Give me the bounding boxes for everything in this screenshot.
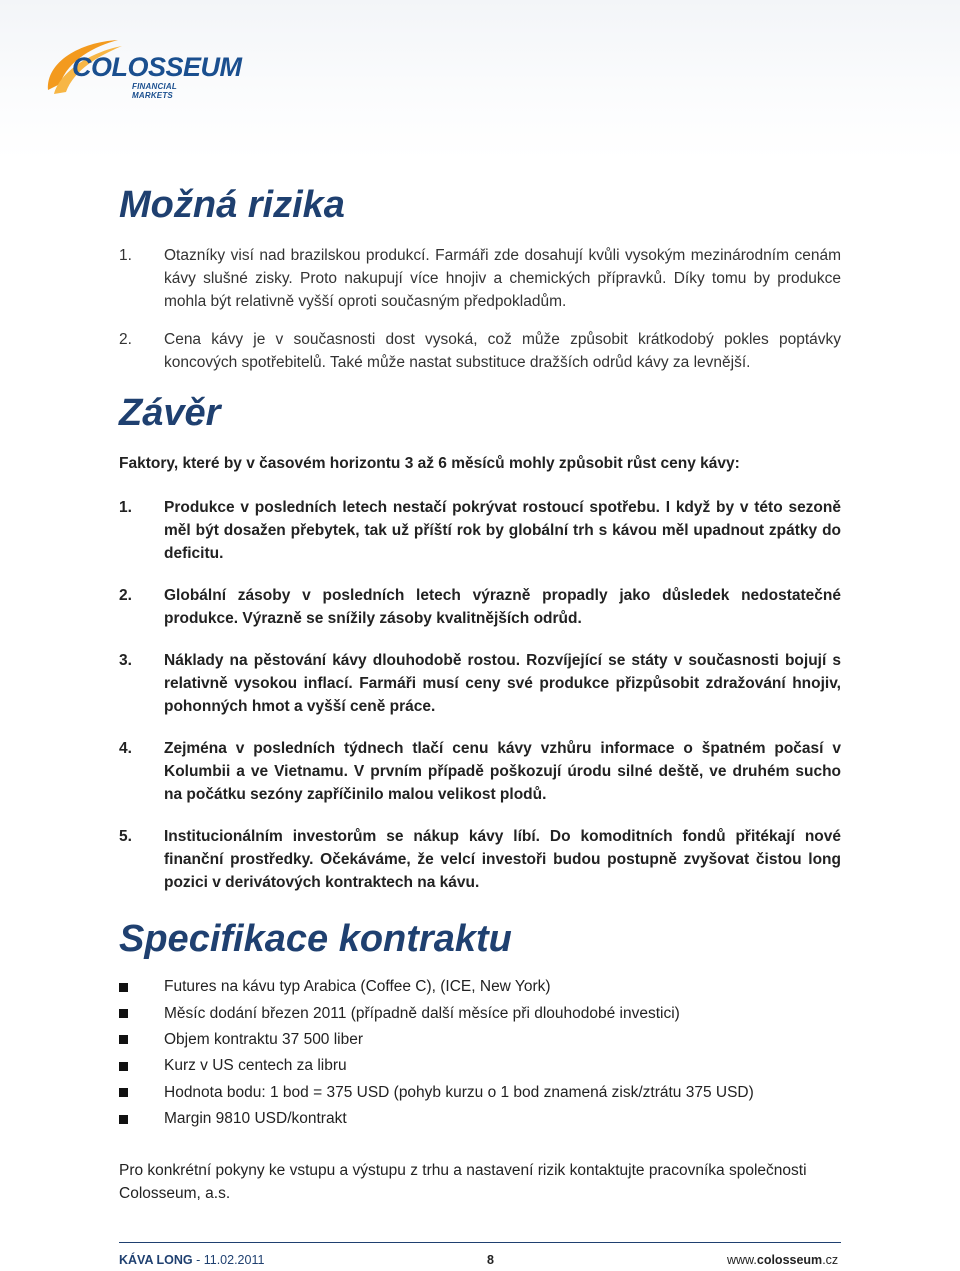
risks-heading: Možná rizika <box>119 184 345 226</box>
list-item-text: Měsíc dodání březen 2011 (případně další měsíce při dlouhodobé investici) <box>164 1004 680 1022</box>
footer-date: 11.02.2011 <box>203 1253 265 1267</box>
square-bullet-icon <box>119 1115 128 1124</box>
list-item <box>119 737 841 806</box>
list-item-number: 4. <box>119 740 132 757</box>
list-item <box>119 496 841 565</box>
list-item-text: Náklady na pěstování kávy dlouhodobě rostou. Rozvíjející se státy v současnosti bojují s relativně vysokou inflací. Farmáři musí ceny své produkce přizpůsobit zdražování hnojiv, pohonných hmot a vyšší ceně práce. <box>164 652 841 715</box>
list-item <box>119 328 841 374</box>
square-bullet-icon <box>119 1062 128 1071</box>
list-item <box>119 1000 879 1026</box>
list-item <box>119 825 841 894</box>
spec-list <box>119 974 879 1132</box>
list-item-text: Institucionálním investorům se nákup kávy líbí. Do komoditních fondů přitékají nové finanční prostředky. Očekáváme, že velcí investoři budou postupně zvyšovat čistou long pozici v derivátových kontraktech na kávu. <box>164 828 841 891</box>
list-item-number: 2. <box>119 331 132 348</box>
logo-tagline: FINANCIAL MARKETS <box>132 82 177 100</box>
list-item-text: Objem kontraktu 37 500 liber <box>164 1030 364 1048</box>
list-item <box>119 1027 879 1053</box>
url-suffix: .cz <box>822 1253 839 1267</box>
risks-list <box>119 244 841 389</box>
list-item <box>119 1106 879 1132</box>
url-domain: colosseum <box>756 1253 823 1267</box>
list-item <box>119 974 879 1000</box>
list-item-text: Margin 9810 USD/kontrakt <box>164 1110 347 1128</box>
list-item-number: 5. <box>119 828 132 845</box>
footer-website-link[interactable] <box>727 1253 838 1267</box>
list-item-number: 1. <box>119 499 132 516</box>
contact-note: Pro konkrétní pokyny ke vstupu a výstupu z trhu a nastavení rizik kontaktujte pracovníka společnosti Colosseum, a.s. <box>119 1162 807 1202</box>
factors-list <box>119 496 841 913</box>
list-item <box>119 1053 879 1079</box>
list-item-number: 1. <box>119 247 132 264</box>
list-item <box>119 1080 879 1106</box>
conclusion-heading: Závěr <box>119 392 221 434</box>
list-item-number: 2. <box>119 587 132 604</box>
footer-title: KÁVA LONG <box>119 1253 193 1267</box>
page-number: 8 <box>487 1253 494 1267</box>
url-prefix: www. <box>727 1253 757 1267</box>
list-item-text: Cena kávy je v současnosti dost vysoká, což může způsobit krátkodobý pokles poptávky koncových spotřebitelů. Také může nastat substituce dražších odrůd kávy za levnější. <box>164 331 841 371</box>
list-item-text: Hodnota bodu: 1 bod = 375 USD (pohyb kurzu o 1 bod znamená zisk/ztrátu 375 USD) <box>164 1083 754 1101</box>
square-bullet-icon <box>119 1035 128 1044</box>
square-bullet-icon <box>119 983 128 992</box>
colosseum-logo <box>40 32 242 102</box>
footer-divider <box>119 1242 841 1243</box>
list-item <box>119 584 841 630</box>
list-item-text: Zejména v posledních týdnech tlačí cenu kávy vzhůru informace o špatném počasí v Kolumbii a ve Vietnamu. V prvním případě poškozují úrodu silné deště, ve druhém sucho na počátku sezóny zapříčinilo malou velikost plodů. <box>164 740 841 803</box>
list-item <box>119 244 841 313</box>
list-item-number: 3. <box>119 652 132 669</box>
list-item-text: Otazníky visí nad brazilskou produkcí. Farmáři zde dosahují kvůli vysokým mezinárodním cenám kávy slušné zisky. Proto nakupují více hnojiv a chemických přípravků. Díky tomu by produkce mohla být relativně vyšší oproti současným předpokladům. <box>164 247 841 310</box>
list-item <box>119 649 841 718</box>
footer-doc-label <box>119 1253 264 1267</box>
list-item-text: Globální zásoby v posledních letech výrazně propadly jako důsledek nedostatečné produkce. Výrazně se snížily zásoby kvalitnějších odrůd. <box>164 587 841 627</box>
list-item-text: Futures na kávu typ Arabica (Coffee C), (ICE, New York) <box>164 978 551 996</box>
logo-brand-text: COLOSSEUM <box>72 52 242 82</box>
footer-separator: - <box>192 1253 204 1267</box>
list-item-text: Kurz v US centech za libru <box>164 1057 347 1075</box>
conclusion-intro: Faktory, které by v časovém horizontu 3 až 6 měsíců mohly způsobit růst ceny kávy: <box>119 455 740 472</box>
square-bullet-icon <box>119 1088 128 1097</box>
square-bullet-icon <box>119 1009 128 1018</box>
list-item-text: Produkce v posledních letech nestačí pokrývat rostoucí spotřebu. I když by v této sezoně měl být dosažen přebytek, tak už příští rok by globální trh s kávou měl upadnout zpátky do deficitu. <box>164 499 841 562</box>
spec-heading: Specifikace kontraktu <box>119 918 512 960</box>
